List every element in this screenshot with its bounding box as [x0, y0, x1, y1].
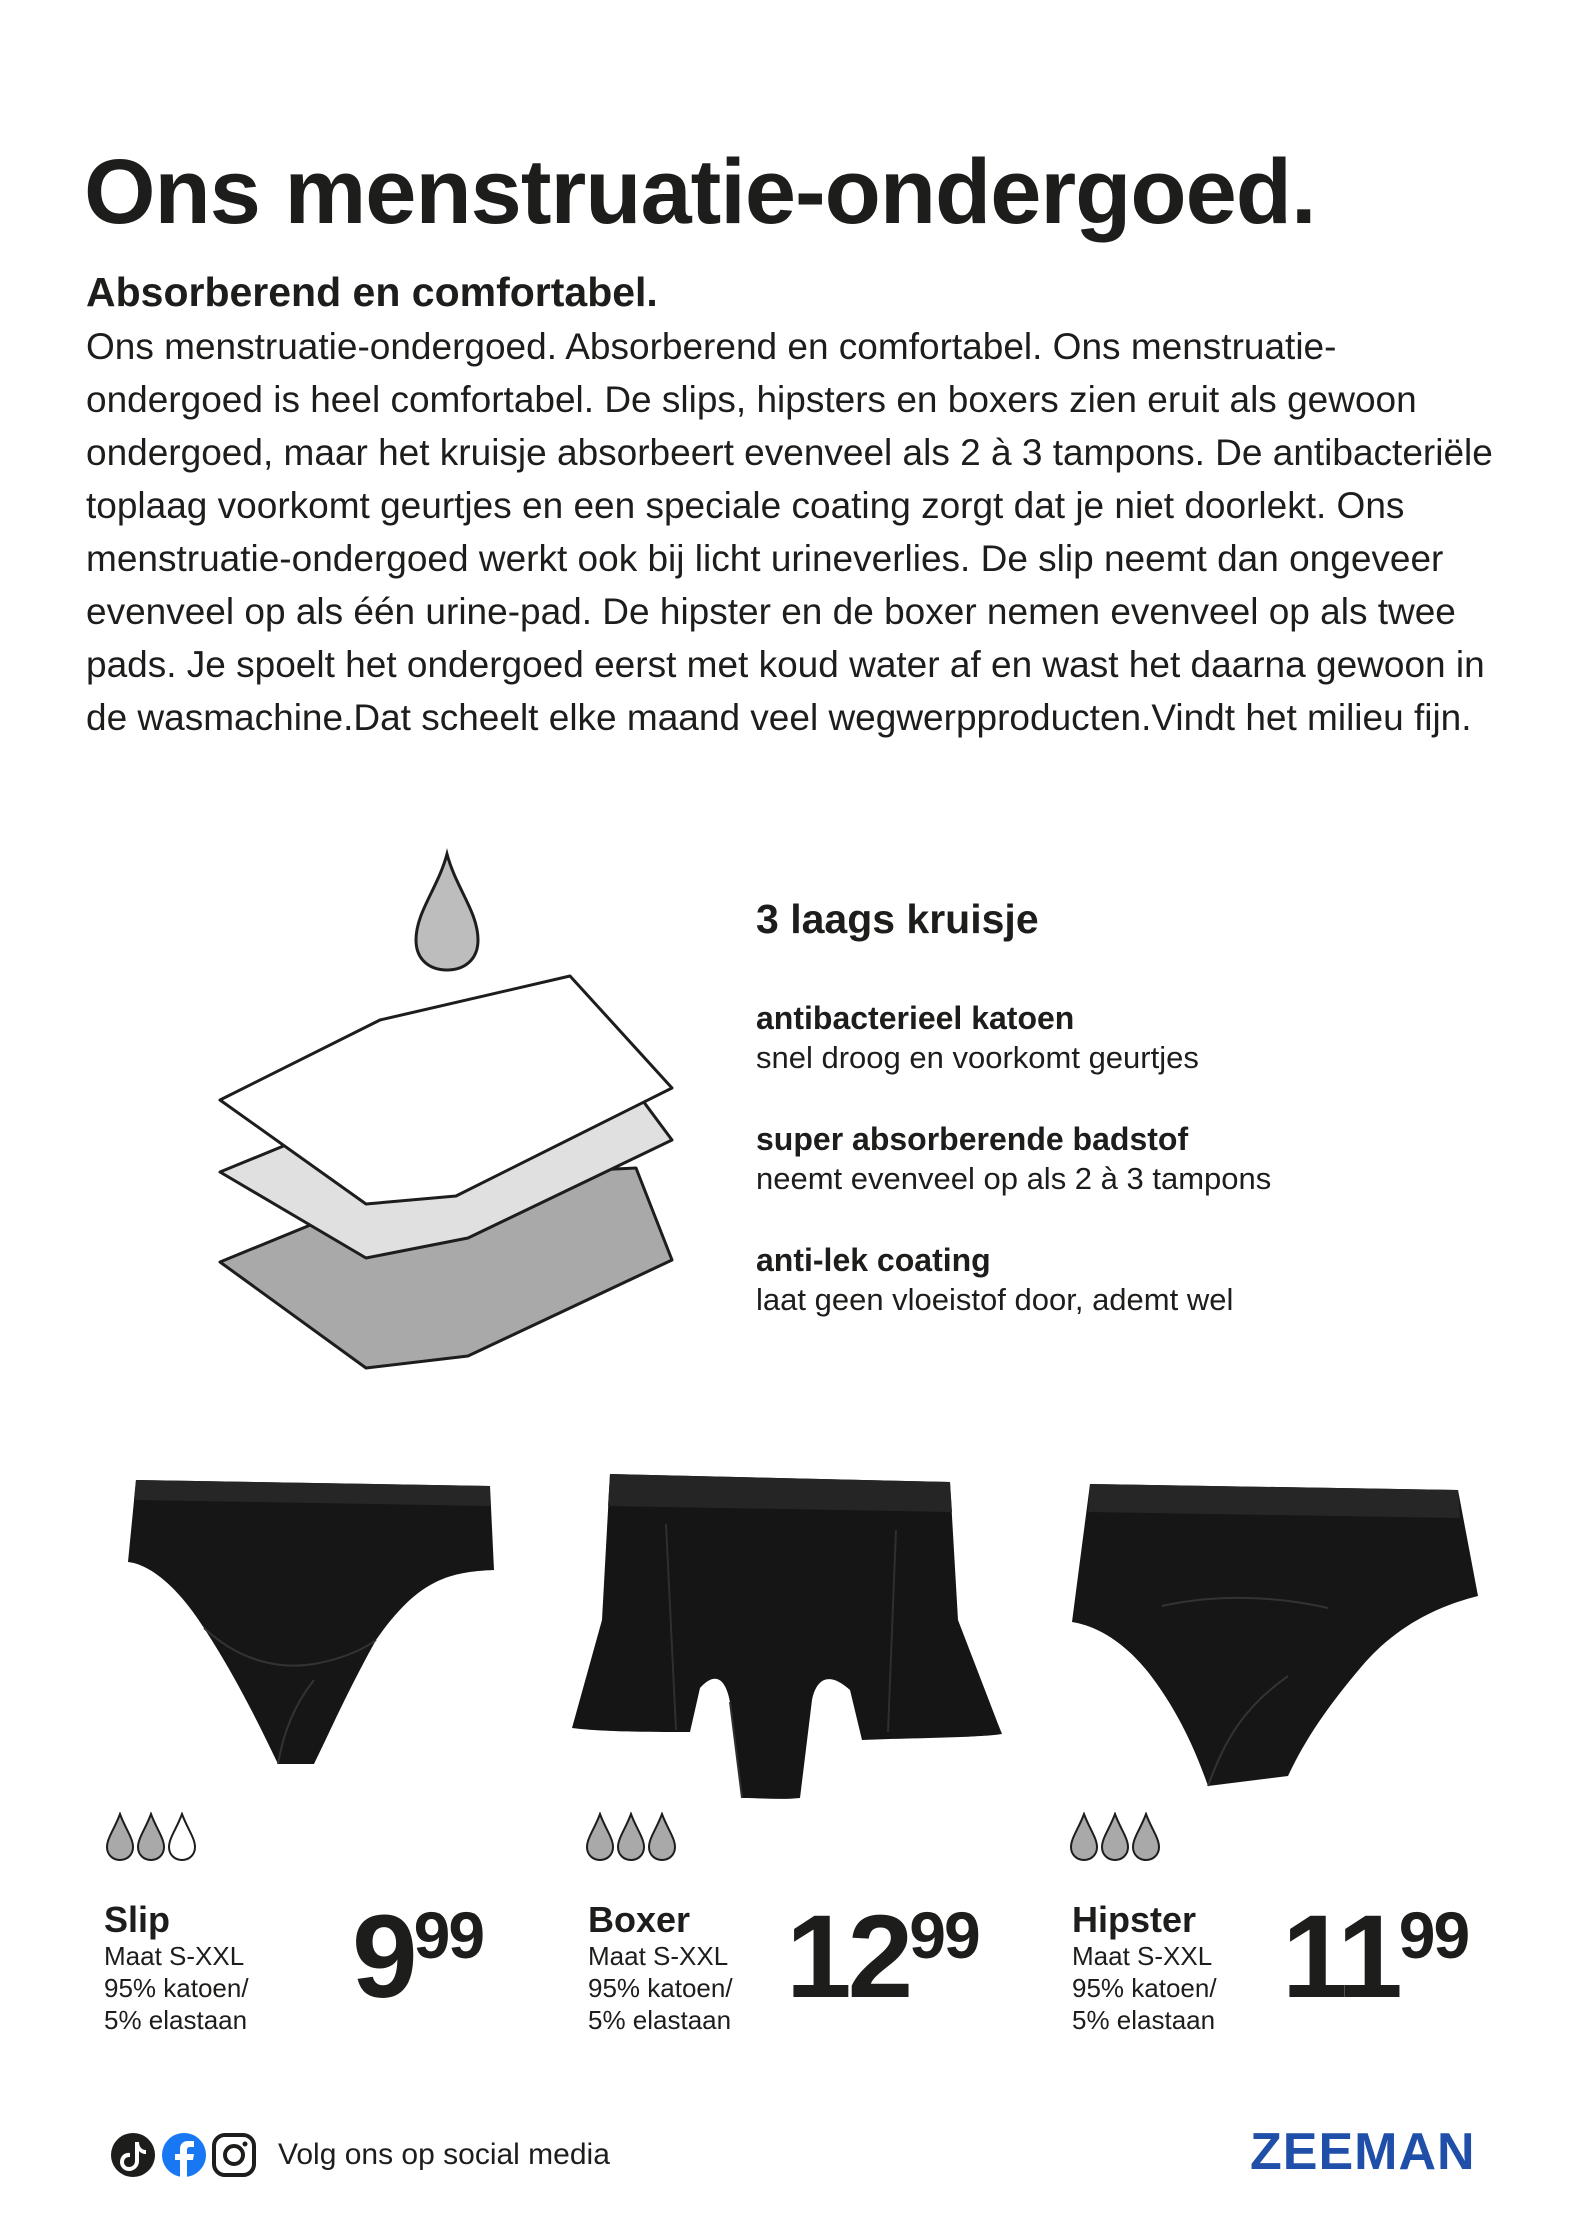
price-boxer: [786, 1891, 979, 2023]
product-info-boxer: [588, 1900, 733, 2036]
social-media-text: Volg ons op social media: [278, 2138, 610, 2171]
hipster-absorption-drops: [1068, 1812, 1164, 1862]
crotch-layers-illustration: [200, 840, 700, 1400]
hipster-product-image: [1066, 1476, 1486, 1796]
layers-heading: 3 laags kruisje: [756, 896, 1039, 942]
price-euros: 11: [1282, 1891, 1399, 2023]
price-hipster: [1282, 1891, 1469, 2023]
social-icons: [110, 2130, 260, 2180]
product-name: Boxer: [588, 1899, 691, 1940]
product-size: Maat S-XXL: [104, 1941, 245, 1971]
layer-description: neemt evenveel op als 2 à 3 tampons: [756, 1161, 1272, 1196]
price-euros: 12: [786, 1891, 910, 2023]
slip-absorption-drops: [104, 1812, 200, 1862]
page-subtitle: Absorberend en comfortabel.: [86, 269, 658, 315]
drop-icon: [1102, 1814, 1128, 1860]
price-slip: [352, 1891, 484, 2023]
drop-icon: [169, 1814, 195, 1860]
product-material: 5% elastaan: [588, 2005, 732, 2035]
drop-icon: [618, 1814, 644, 1860]
product-info-slip: [104, 1900, 249, 2036]
product-material: 95% katoen/: [104, 1973, 249, 2003]
product-info-hipster: [1072, 1900, 1217, 2036]
product-size: Maat S-XXL: [588, 1941, 729, 1971]
drop-icon: [1133, 1814, 1159, 1860]
page-title: Ons menstruatie-ondergoed.: [84, 141, 1316, 243]
product-name: Slip: [104, 1899, 171, 1940]
drop-icon: [1071, 1814, 1097, 1860]
drop-icon: [138, 1814, 164, 1860]
instagram-icon[interactable]: [214, 2135, 254, 2175]
layer-name: antibacterieel katoen: [756, 1000, 1075, 1036]
layer-item-cotton: [756, 998, 1496, 1078]
tiktok-icon[interactable]: [111, 2133, 155, 2177]
layer-item-terry: [756, 1119, 1496, 1199]
product-material: 5% elastaan: [104, 2005, 248, 2035]
product-material: 5% elastaan: [1072, 2005, 1216, 2035]
drop-icon: [587, 1814, 613, 1860]
layer-name: anti-lek coating: [756, 1242, 991, 1278]
facebook-icon[interactable]: [162, 2133, 206, 2177]
intro-paragraph: Ons menstruatie-ondergoed. Absorberend en comfortabel. Ons menstruatie-ondergoed is heel comfortabel. De slips, hipsters en boxers zien eruit als gewoon ondergoed, maar het kruisje absorbeert evenveel als 2 à 3 tampons. De antibacteriële toplaag voorkomt geurtjes en een speciale coating zorgt dat je niet doorlekt. Ons menstruatie-ondergoed werkt ook bij licht urineverlies. De slip neemt dan ongeveer evenveel op als één urine-pad. De hipster en de boxer nemen evenveel op als twee pads. Je spoelt het ondergoed eerst met koud water af en wast het daarna gewoon in de wasmachine.Dat scheelt elke maand veel wegwerpproducten.Vindt het milieu fijn.: [86, 326, 1493, 738]
price-cents: 99: [413, 1898, 484, 1972]
slip-product-image: [118, 1460, 498, 1790]
liquid-drop-icon: [416, 854, 478, 970]
layer-name: super absorberende badstof: [756, 1121, 1189, 1157]
zeeman-logo: ZEEMAN: [1250, 2123, 1476, 2181]
boxer-product-image: [566, 1470, 1006, 1800]
price-cents: 99: [1398, 1898, 1469, 1972]
drop-icon: [107, 1814, 133, 1860]
product-name: Hipster: [1072, 1899, 1197, 1940]
product-material: 95% katoen/: [1072, 1973, 1217, 2003]
product-material: 95% katoen/: [588, 1973, 733, 2003]
boxer-absorption-drops: [584, 1812, 680, 1862]
drop-icon: [649, 1814, 675, 1860]
layer-description: laat geen vloeistof door, ademt wel: [756, 1282, 1234, 1317]
layer-item-coating: [756, 1240, 1496, 1320]
price-cents: 99: [909, 1898, 979, 1972]
layer-description: snel droog en voorkomt geurtjes: [756, 1040, 1199, 1075]
product-size: Maat S-XXL: [1072, 1941, 1213, 1971]
price-euros: 9: [352, 1891, 414, 2023]
